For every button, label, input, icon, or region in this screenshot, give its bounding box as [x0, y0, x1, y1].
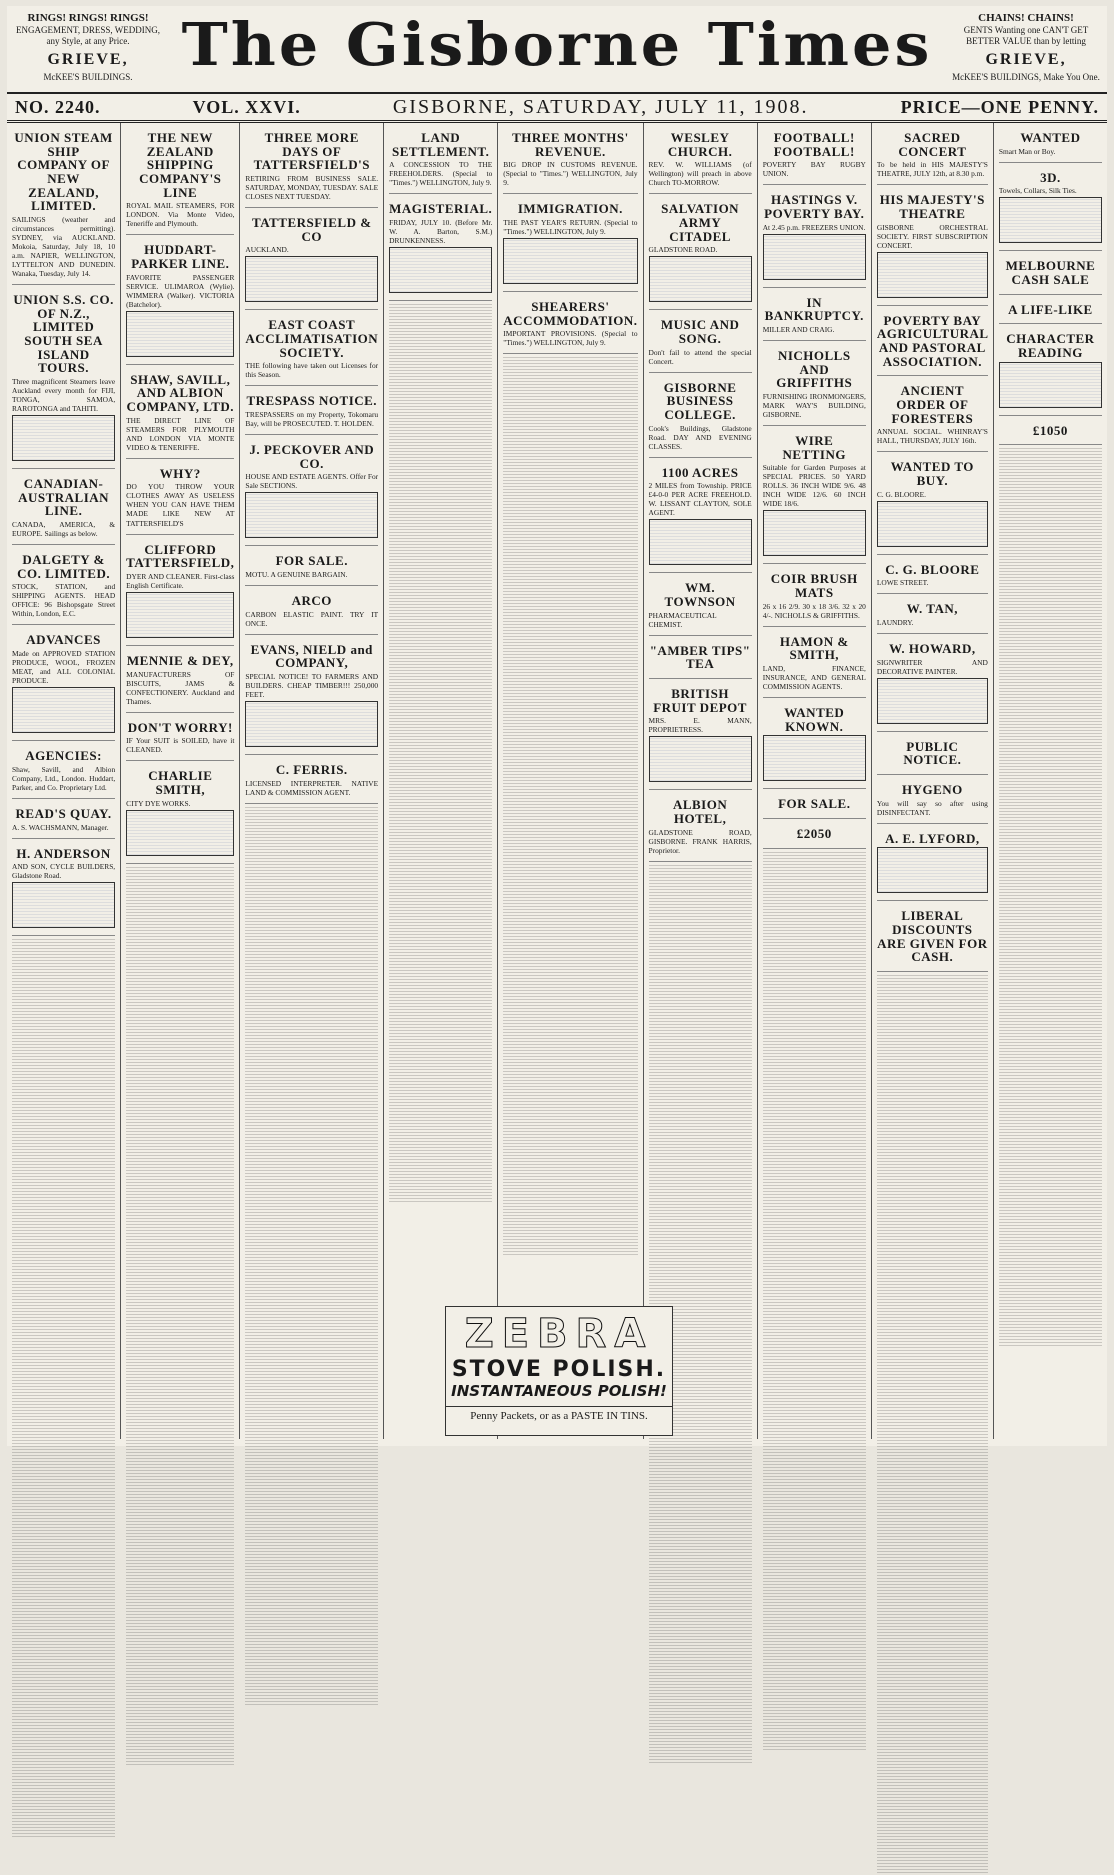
- body-text: [245, 807, 378, 1707]
- column-item: [126, 649, 234, 713]
- column-item: [763, 126, 866, 185]
- item-body: STOCK, STATION, and SHIPPING AGENTS. HEAD OFFICE: 96 Bishopsgate Street Within, London, E.C.: [12, 582, 116, 619]
- item-heading: HUDDART-PARKER LINE.: [131, 242, 230, 271]
- item-body: REV. W. WILLIAMS (of Wellington) will preach in above Church TO-MORROW.: [648, 160, 752, 188]
- item-body: BIG DROP IN CUSTOMS REVENUE. (Special to "Times.") WELLINGTON, July 9.: [503, 160, 638, 188]
- item-heading: PUBLIC NOTICE.: [903, 738, 962, 768]
- column-item: [649, 461, 752, 574]
- item-heading: "AMBER TIPS" TEA: [649, 642, 751, 672]
- column-5: [498, 123, 643, 1439]
- column-item: [649, 197, 752, 310]
- column-item: [126, 538, 234, 646]
- item-heading: SHAW, SAVILL, AND ALBION COMPANY, LTD.: [126, 371, 235, 414]
- column-item: [126, 764, 234, 863]
- zebra-polish-advert: [445, 1306, 673, 1436]
- column-item: [12, 472, 115, 545]
- column-item: [877, 558, 988, 595]
- item-heading: LAND SETTLEMENT.: [392, 130, 490, 159]
- item-body: GISBORNE ORCHESTRAL SOCIETY. FIRST SUBSCRIPTION CONCERT.: [876, 222, 988, 250]
- column-item: [877, 778, 988, 824]
- column-item: [999, 166, 1102, 252]
- item-heading: HYGENO: [901, 781, 963, 797]
- column-item: [126, 126, 234, 235]
- column-item: [126, 462, 234, 535]
- item-heading: SHEARERS' ACCOMMODATION.: [503, 299, 638, 328]
- text-block: [763, 510, 866, 556]
- column-item: [877, 597, 988, 634]
- column-item: [12, 842, 115, 937]
- item-heading: J. PECKOVER AND CO.: [249, 442, 375, 471]
- column-item: [763, 429, 866, 564]
- column-item: [763, 822, 866, 849]
- column-item: [12, 126, 115, 285]
- item-body: LAND, FINANCE, INSURANCE, AND GENERAL COMMISSION AGENTS.: [762, 664, 866, 692]
- item-heading: H. ANDERSON: [16, 845, 111, 861]
- text-block: [245, 701, 378, 747]
- body-text: [763, 852, 866, 1752]
- body-text: [389, 304, 492, 1204]
- column-item: [763, 188, 866, 287]
- column-item: [649, 576, 752, 635]
- item-heading: WESLEY CHURCH.: [667, 130, 733, 159]
- item-heading: UNION STEAM SHIP COMPANY OF NEW ZEALAND, LIMITED.: [14, 130, 113, 214]
- item-heading: READ'S QUAY.: [15, 805, 112, 821]
- item-heading: CHARACTER READING: [1006, 331, 1095, 360]
- item-body: SPECIAL NOTICE! TO FARMERS AND BUILDERS. CHEAP TIMBER!!! 250,000 FEET.: [245, 672, 379, 700]
- item-body: Towels, Collars, Silk Ties.: [998, 186, 1077, 196]
- text-block: [649, 736, 752, 782]
- column-2: [121, 123, 240, 1439]
- column-item: [877, 904, 988, 972]
- body-text: [12, 939, 115, 1839]
- column-item: [503, 295, 637, 354]
- item-heading: ALBION HOTEL,: [672, 797, 728, 827]
- item-body: IF Your SUIT is SOILED, have it CLEANED.: [126, 736, 235, 755]
- item-heading: TATTERSFIELD & CO: [251, 215, 372, 244]
- item-heading: MAGISTERIAL.: [389, 201, 493, 217]
- item-body: IMPORTANT PROVISIONS. (Special to "Times.") WELLINGTON, July 9.: [503, 329, 638, 348]
- column-item: [649, 376, 752, 458]
- column-item: [877, 637, 988, 732]
- item-heading: CHARLIE SMITH,: [148, 768, 213, 797]
- column-item: [126, 368, 234, 459]
- item-body: AND SON, CYCLE BUILDERS, Gladstone Road.: [12, 862, 116, 881]
- text-block: [503, 238, 637, 284]
- text-block: [126, 311, 234, 357]
- column-item: [389, 126, 492, 194]
- item-body: MRS. E. MANN, PROPRIETRESS.: [648, 716, 752, 735]
- item-heading: 3D.: [1040, 169, 1061, 185]
- column-item: [12, 628, 115, 741]
- text-block: [126, 592, 234, 638]
- item-heading: DALGETY & CO. LIMITED.: [17, 552, 111, 581]
- item-heading: WHY?: [159, 465, 201, 481]
- column-item: [763, 792, 866, 819]
- item-heading: SALVATION ARMY CITADEL: [661, 201, 740, 244]
- item-body: CANADA, AMERICA, & EUROPE. Sailings as below.: [12, 519, 116, 538]
- item-heading: FOR SALE.: [275, 553, 348, 569]
- item-body: A. S. WACHSMANN, Manager.: [12, 822, 109, 832]
- left-ear-advert: [13, 12, 163, 83]
- item-heading: A. E. LYFORD,: [885, 830, 980, 846]
- item-body: FURNISHING IRONMONGERS, MARK WAY'S BUILDING, GISBORNE.: [762, 391, 866, 419]
- columns: [7, 123, 1107, 1439]
- item-body: Cook's Buildings, Gladstone Road. DAY AND EVENING CLASSES.: [648, 423, 752, 451]
- column-item: [245, 389, 378, 435]
- item-heading: NICHOLLS AND GRIFFITHS: [776, 347, 853, 391]
- item-heading: AGENCIES:: [25, 748, 102, 764]
- text-block: [877, 252, 988, 298]
- item-body: THE DIRECT LINE OF STEAMERS FOR PLYMOUTH AND LONDON VIA MONTE VIDEO & TENERIFFE.: [126, 415, 235, 452]
- column-item: [649, 313, 752, 372]
- column-4: [384, 123, 498, 1439]
- column-item: [245, 126, 378, 208]
- item-heading: FOOTBALL! FOOTBALL!: [773, 130, 855, 159]
- body-text: [877, 975, 988, 1875]
- column-7: [758, 123, 872, 1439]
- item-heading: THREE MONTHS' REVENUE.: [512, 130, 629, 159]
- dateline: [7, 94, 1107, 123]
- zebra-slogan: INSTANTANEOUS POLISH!: [451, 1382, 667, 1400]
- zebra-packaging: Penny Packets, or as a PASTE IN TINS.: [446, 1406, 672, 1422]
- place-date: GISBORNE, SATURDAY, JULY 11, 1908.: [392, 95, 809, 118]
- item-heading: DON'T WORRY!: [127, 719, 233, 735]
- column-1: [7, 123, 121, 1439]
- column-item: [503, 197, 637, 292]
- column-item: [877, 379, 988, 452]
- item-body: POVERTY BAY RUGBY UNION.: [762, 160, 866, 179]
- item-heading: CANADIAN-AUSTRALIAN LINE.: [18, 476, 110, 519]
- item-heading: SACRED CONCERT: [898, 130, 967, 159]
- item-body: Don't fail to attend the special Concert.: [648, 347, 752, 366]
- text-block: [763, 735, 866, 781]
- item-heading: WM. TOWNSON: [664, 580, 736, 610]
- left-ear-name: GRIEVE,: [47, 50, 129, 68]
- column-item: [877, 126, 988, 185]
- item-body: To be held in HIS MAJESTY'S THEATRE, JULY 12th, at 8.30 p.m.: [876, 160, 988, 179]
- column-item: [877, 827, 988, 902]
- item-body: FRIDAY, JULY 10. (Before Mr. W. A. Barton, S.M.) DRUNKENNESS.: [389, 218, 493, 246]
- item-body: HOUSE AND ESTATE AGENTS. Offer For Sale SECTIONS.: [245, 472, 379, 491]
- column-item: [12, 744, 115, 799]
- item-body: TRESPASSERS on my Property, Tokomaru Bay, will be PROSECUTED. T. HOLDEN.: [245, 409, 379, 428]
- item-body: You will say so after using DISINFECTANT.: [876, 798, 988, 817]
- item-body: FAVORITE PASSENGER SERVICE. ULIMAROA (Wylie). WIMMERA (Walker). VICTORIA (Batchelor).: [126, 272, 235, 309]
- column-item: [503, 126, 637, 194]
- column-item: [389, 197, 492, 301]
- column-item: [999, 126, 1102, 163]
- text-block: [126, 810, 234, 856]
- item-body: PHARMACEUTICAL CHEMIST.: [648, 610, 717, 629]
- item-body: SAILINGS (weather and circumstances permitting). SYDNEY, via AUCKLAND. Mokoia, Saturday, July 18, 10 a.m. NAPIER, WELLINGTON, LYTTELTON AND DUNEDIN. Wanaka, Tuesday, July 14.: [12, 214, 116, 279]
- right-ear-name: GRIEVE,: [985, 50, 1067, 68]
- item-heading: ADVANCES: [26, 632, 101, 648]
- column-item: [245, 313, 378, 386]
- item-heading: C. G. BLOORE: [885, 561, 980, 577]
- item-heading: WANTED: [1020, 130, 1081, 145]
- text-block: [877, 847, 988, 893]
- item-body: THE following have taken out Licenses for this Season.: [245, 361, 379, 380]
- body-text: [126, 867, 234, 1767]
- item-heading: MELBOURNE CASH SALE: [1005, 258, 1096, 287]
- left-ear-text: ENGAGEMENT, DRESS, WEDDING, any Style, at any Price.: [16, 25, 160, 46]
- column-item: [763, 291, 866, 341]
- column-item: [877, 309, 988, 377]
- item-heading: THREE MORE DAYS OF TATTERSFIELD'S: [253, 130, 370, 173]
- column-item: [649, 793, 752, 861]
- issue-number: NO. 2240.: [15, 96, 101, 117]
- item-heading: HAMON & SMITH,: [779, 633, 849, 663]
- item-heading: THE NEW ZEALAND SHIPPING COMPANY'S LINE: [139, 130, 222, 200]
- column-item: [245, 638, 378, 755]
- column-item: [649, 639, 752, 679]
- item-body: Smart Man or Boy.: [998, 146, 1056, 156]
- column-item: [245, 211, 378, 310]
- item-heading: £2050: [796, 826, 832, 842]
- column-item: [126, 238, 234, 364]
- text-block: [999, 197, 1102, 243]
- right-ear-headline: CHAINS! CHAINS!: [978, 12, 1074, 24]
- item-heading: LIBERAL DISCOUNTS ARE GIVEN FOR CASH.: [877, 908, 988, 965]
- item-body: Made on APPROVED STATION PRODUCE, WOOL, FROZEN MEAT, and ALL COLONIAL PRODUCE.: [12, 649, 116, 686]
- item-body: GLADSTONE ROAD, GISBORNE. FRANK HARRIS, Proprietor.: [648, 827, 752, 855]
- item-heading: MUSIC AND SONG.: [660, 317, 740, 346]
- item-heading: HASTINGS V. POVERTY BAY.: [764, 192, 865, 221]
- item-body: MILLER AND CRAIG.: [762, 324, 835, 334]
- item-body: Three magnificent Steamers leave Auckland every month for FIJI, TONGA, SAMOA, RAROTONGA and TAHITI.: [12, 376, 116, 413]
- item-body: LAUNDRY.: [876, 617, 914, 627]
- item-heading: EAST COAST ACCLIMATISATION SOCIETY.: [245, 317, 379, 360]
- column-item: [877, 735, 988, 775]
- item-body: Suitable for Garden Purposes at SPECIAL PRICES. 50 YARD ROLLS. 36 INCH WIDE 9/6. 48 INCH WIDE 12/6. 60 INCH WIDE 18/6.: [762, 463, 866, 509]
- item-body: A CONCESSION TO THE FREEHOLDERS. (Special to "Times.") WELLINGTON, July 9.: [389, 160, 493, 188]
- item-heading: FOR SALE.: [778, 796, 851, 812]
- column-9: [994, 123, 1107, 1439]
- text-block: [12, 415, 115, 461]
- item-heading: WANTED TO BUY.: [890, 459, 974, 488]
- text-block: [245, 492, 378, 538]
- column-item: [649, 682, 752, 790]
- newspaper-page: [7, 6, 1107, 1446]
- column-item: [763, 630, 866, 698]
- item-body: THE PAST YEAR'S RETURN. (Special to "Times.") WELLINGTON, July 9.: [503, 218, 638, 237]
- item-heading: MENNIE & DEY,: [126, 652, 234, 668]
- item-heading: W. TAN,: [906, 601, 958, 617]
- column-item: [763, 701, 866, 789]
- item-body: DO YOU THROW YOUR CLOTHES AWAY AS USELESS WHEN YOU CAN HAVE THEM MADE LIKE NEW AT TATTERSFIELD'S: [126, 482, 235, 528]
- text-block: [12, 882, 115, 928]
- item-body: CITY DYE WORKS.: [126, 798, 191, 808]
- item-heading: TRESPASS NOTICE.: [246, 393, 378, 409]
- column-item: [999, 298, 1102, 325]
- column-item: [245, 589, 378, 635]
- text-block: [649, 256, 752, 302]
- left-ear-address: McKEE'S BUILDINGS.: [43, 71, 133, 82]
- column-item: [877, 455, 988, 554]
- item-heading: W. HOWARD,: [889, 640, 976, 656]
- column-item: [12, 288, 115, 469]
- newspaper-title: The Gisborne Times: [181, 9, 933, 80]
- right-ear-address: McKEE'S BUILDINGS, Make You One.: [952, 71, 1100, 82]
- column-3: [240, 123, 384, 1439]
- item-body: At 2.45 p.m. FREEZERS UNION.: [762, 222, 866, 232]
- item-body: ANNUAL SOCIAL. WHINRAY'S HALL, THURSDAY, JULY 16th.: [876, 427, 988, 446]
- item-body: RETIRING FROM BUSINESS SALE. SATURDAY, MONDAY, TUESDAY. SALE CLOSES NEXT TUESDAY.: [245, 173, 379, 201]
- column-item: [999, 254, 1102, 294]
- body-text: [503, 357, 637, 1257]
- column-item: [763, 344, 866, 426]
- price: PRICE—ONE PENNY.: [900, 96, 1099, 117]
- item-heading: COIR BRUSH MATS: [770, 571, 858, 601]
- volume: VOL. XXVI.: [192, 96, 301, 117]
- column-item: [12, 802, 115, 839]
- item-heading: C. FERRIS.: [275, 762, 348, 778]
- text-block: [877, 678, 988, 724]
- column-6: [644, 123, 758, 1439]
- masthead: [7, 6, 1107, 94]
- item-heading: ANCIENT ORDER OF FORESTERS: [891, 383, 974, 426]
- item-body: MOTU. A GENUINE BARGAIN.: [245, 570, 348, 579]
- item-heading: 1100 ACRES: [661, 464, 739, 480]
- column-item: [12, 548, 115, 625]
- item-body: LOWE STREET.: [876, 578, 929, 588]
- column-item: [245, 438, 378, 546]
- column-8: [872, 123, 994, 1439]
- text-block: [649, 519, 752, 565]
- column-item: [999, 419, 1102, 446]
- item-heading: ARCO: [291, 593, 332, 609]
- item-heading: IMMIGRATION.: [517, 201, 623, 217]
- zebra-product: STOVE POLISH.: [451, 1357, 667, 1382]
- item-heading: WANTED KNOWN.: [784, 705, 845, 734]
- item-heading: HIS MAJESTY'S THEATRE: [879, 192, 985, 221]
- item-heading: WIRE NETTING: [782, 432, 846, 462]
- item-body: AUCKLAND.: [245, 245, 289, 255]
- item-heading: UNION S.S. CO. OF N.Z., LIMITED SOUTH SEA ISLAND TOURS.: [13, 292, 114, 376]
- item-heading: POVERTY BAY AGRICULTURAL AND PASTORAL ASSOCIATION.: [876, 312, 989, 369]
- item-body: SIGNWRITER AND DECORATIVE PAINTER.: [876, 657, 988, 676]
- item-heading: BRITISH FRUIT DEPOT: [653, 686, 747, 715]
- left-ear-headline: RINGS! RINGS! RINGS!: [27, 12, 149, 24]
- text-block: [999, 362, 1102, 408]
- item-body: CARBON ELASTIC PAINT. TRY IT ONCE.: [245, 609, 379, 628]
- item-body: LICENSED INTERPRETER. NATIVE LAND & COMMISSION AGENT.: [245, 778, 379, 797]
- text-block: [389, 247, 492, 293]
- body-text: [999, 448, 1102, 1348]
- item-body: C. G. BLOORE.: [876, 489, 926, 499]
- item-body: GLADSTONE ROAD.: [648, 245, 718, 255]
- right-ear-text: GENTS Wanting one CAN'T GET BETTER VALUE than by letting: [963, 25, 1089, 46]
- column-item: [877, 188, 988, 305]
- right-ear-advert: [951, 12, 1101, 83]
- text-block: [877, 501, 988, 547]
- column-item: [245, 758, 378, 804]
- item-heading: IN BANKRUPTCY.: [764, 294, 864, 324]
- text-block: [763, 234, 866, 280]
- column-item: [245, 549, 378, 586]
- item-body: ROYAL MAIL STEAMERS, FOR LONDON. Via Monte Video, Teneriffe and Plymouth.: [126, 201, 235, 229]
- text-block: [245, 256, 378, 302]
- item-body: MANUFACTURERS OF BISCUITS, JAMS & CONFECTIONERY. Auckland and Thames.: [126, 669, 235, 706]
- item-heading: GISBORNE BUSINESS COLLEGE.: [663, 379, 737, 422]
- item-body: 2 MILES from Township. PRICE £4-0-0 PER ACRE FREEHOLD. W. LISSANT CLAYTON, SOLE AGENT.: [648, 481, 752, 518]
- item-heading: A LIFE-LIKE: [1008, 301, 1093, 317]
- column-item: [126, 716, 234, 762]
- item-heading: CLIFFORD TATTERSFIELD,: [126, 541, 235, 571]
- zebra-brand: ZEBRA: [464, 1311, 654, 1357]
- text-block: [12, 687, 115, 733]
- item-body: DYER AND CLEANER. First-class English Certificate.: [126, 571, 235, 590]
- column-item: [999, 327, 1102, 415]
- item-body: Shaw, Savill, and Albion Company, Ltd., London. Huddart, Parker, and Co. Proprietary Ltd.: [12, 764, 116, 792]
- item-body: 26 x 16 2/9. 30 x 18 3/6. 32 x 20 4/-. NICHOLLS & GRIFFITHS.: [762, 601, 866, 620]
- column-item: [649, 126, 752, 194]
- item-heading: £1050: [1032, 422, 1068, 438]
- item-heading: EVANS, NIELD and COMPANY,: [250, 641, 373, 671]
- column-item: [763, 567, 866, 626]
